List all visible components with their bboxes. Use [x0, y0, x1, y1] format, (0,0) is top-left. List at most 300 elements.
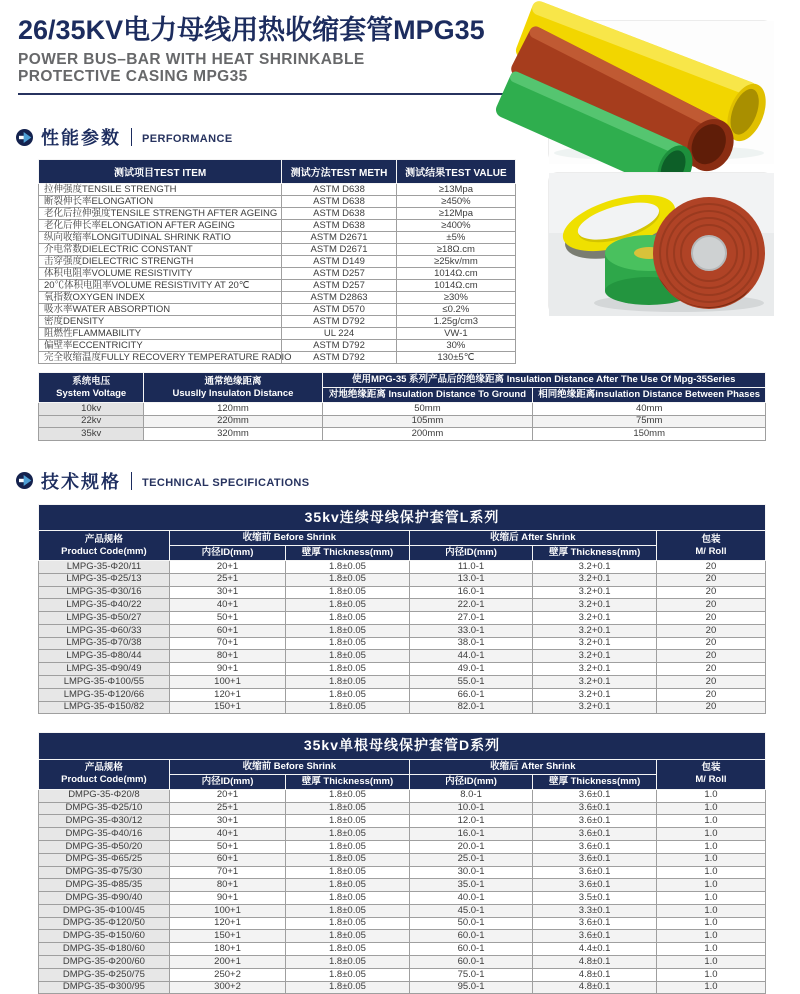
table-cell: 35.0-1: [409, 879, 533, 892]
table-row: [39, 956, 766, 969]
table-cell: ≥30%: [396, 292, 515, 304]
table-cell: 25+1: [169, 573, 285, 586]
table-cell: 90+1: [169, 663, 285, 676]
col-inner-diameter: 内径ID(mm): [409, 774, 533, 789]
table-cell: 20: [656, 688, 765, 701]
table-cell: 20+1: [169, 789, 285, 802]
col-product-code: 产品规格 Product Code(mm): [39, 759, 170, 789]
table-cell: 20: [656, 586, 765, 599]
table-cell: 1.0: [656, 789, 765, 802]
table-cell: 3.2+0.1: [533, 650, 657, 663]
table-cell: 150+1: [169, 701, 285, 714]
table-row: [39, 268, 516, 280]
table-cell: LMPG-35-Φ30/16: [39, 586, 170, 599]
table-cell: ASTM D257: [282, 268, 396, 280]
table-cell: DMPG-35-Φ40/16: [39, 828, 170, 841]
table-cell: 密度DENSITY: [39, 316, 282, 328]
table-cell: 老化后拉伸强度TENSILE STRENGTH AFTER AGEING: [39, 208, 282, 220]
table-cell: 220mm: [144, 415, 322, 428]
table-cell: 180+1: [169, 943, 285, 956]
table-cell: 1.8±0.05: [286, 866, 410, 879]
table-cell: 3.6±0.1: [533, 840, 657, 853]
table-cell: 1.0: [656, 853, 765, 866]
table-cell: 82.0-1: [409, 701, 533, 714]
table-cell: DMPG-35-Φ300/95: [39, 981, 170, 994]
table-cell: 1.8±0.05: [286, 802, 410, 815]
col-system-voltage: 系统电压 System Voltage: [39, 373, 144, 403]
col-inner-diameter: 内径ID(mm): [169, 774, 285, 789]
table-cell: 95.0-1: [409, 981, 533, 994]
table-row: [39, 943, 766, 956]
table-cell: 3.2+0.1: [533, 573, 657, 586]
table-cell: 1.0: [656, 815, 765, 828]
section-technical-en: TECHNICAL SPECIFICATIONS: [142, 476, 310, 489]
table-cell: 20+1: [169, 560, 285, 573]
table-cell: 11.0-1: [409, 560, 533, 573]
table-cell: ASTM D638: [282, 196, 396, 208]
table-cell: ASTM D638: [282, 184, 396, 196]
table-cell: 3.2+0.1: [533, 612, 657, 625]
table-cell: DMPG-35-Φ75/30: [39, 866, 170, 879]
table-cell: DMPG-35-Φ250/75: [39, 968, 170, 981]
table-cell: 150mm: [533, 428, 766, 441]
table-title-row: [39, 504, 766, 531]
table-row: [39, 802, 766, 815]
table-row: [39, 599, 766, 612]
table-cell: 66.0-1: [409, 688, 533, 701]
table-cell: ASTM D2671: [282, 244, 396, 256]
table-cell: ≥13Mpa: [396, 184, 515, 196]
table-row: [39, 650, 766, 663]
table-cell: 60.0-1: [409, 930, 533, 943]
table-cell: 介电常数DIELECTRIC CONSTANT: [39, 244, 282, 256]
table-cell: 1.0: [656, 981, 765, 994]
table-cell: DMPG-35-Φ120/50: [39, 917, 170, 930]
col-inner-diameter: 内径ID(mm): [169, 546, 285, 561]
table-cell: 1.0: [656, 866, 765, 879]
table-cell: 20℃体积电阻率VOLUME RESISTIVITY AT 20℃: [39, 280, 282, 292]
table-cell: 20: [656, 599, 765, 612]
table-cell: LMPG-35-Φ50/27: [39, 612, 170, 625]
table-cell: 320mm: [144, 428, 322, 441]
table-cell: 1.8±0.05: [286, 981, 410, 994]
col-distance-between-phases: 相同绝缘距离insulation Distance Between Phases: [533, 388, 766, 403]
table-cell: 30%: [396, 340, 515, 352]
table-cell: 120+1: [169, 917, 285, 930]
table-cell: 105mm: [322, 415, 533, 428]
table-cell: 80+1: [169, 650, 285, 663]
table-cell: 3.2+0.1: [533, 676, 657, 689]
table-cell: DMPG-35-Φ25/10: [39, 802, 170, 815]
section-performance-en: PERFORMANCE: [142, 133, 233, 146]
table-cell: 25+1: [169, 802, 285, 815]
table-cell: 50mm: [322, 403, 533, 416]
table-cell: 80+1: [169, 879, 285, 892]
table-cell: 1.8±0.05: [286, 828, 410, 841]
table-cell: 40mm: [533, 403, 766, 416]
section-divider: [131, 128, 132, 146]
table-row: [39, 244, 516, 256]
table-cell: 氧指数OXYGEN INDEX: [39, 292, 282, 304]
table-cell: 20.0-1: [409, 840, 533, 853]
table-cell: 1.8±0.05: [286, 688, 410, 701]
table-cell: 1.0: [656, 943, 765, 956]
col-thickness: 壁厚 Thickness(mm): [286, 546, 410, 561]
table-cell: 120mm: [144, 403, 322, 416]
table-cell: ASTM D2671: [282, 232, 396, 244]
table-cell: 20: [656, 573, 765, 586]
table-cell: 3.6±0.1: [533, 815, 657, 828]
table-cell: LMPG-35-Φ20/11: [39, 560, 170, 573]
table-cell: 3.6±0.1: [533, 930, 657, 943]
table-cell: 3.2+0.1: [533, 599, 657, 612]
col-test-value: 测试结果TEST VALUE: [396, 160, 515, 184]
table-cell: 22kv: [39, 415, 144, 428]
table-cell: 1.8±0.05: [286, 789, 410, 802]
table-cell: 3.6±0.1: [533, 802, 657, 815]
table-row: [39, 789, 766, 802]
table-row: [39, 220, 516, 232]
header-divider: [18, 93, 507, 95]
table-cell: 75.0-1: [409, 968, 533, 981]
table-cell: 100+1: [169, 676, 285, 689]
table-cell: 75mm: [533, 415, 766, 428]
subtitle-line-1: POWER BUS–BAR WITH HEAT SHRINKABLE: [18, 50, 365, 68]
table-cell: 20: [656, 624, 765, 637]
table-cell: 1.0: [656, 840, 765, 853]
table-cell: 1.0: [656, 930, 765, 943]
table-cell: DMPG-35-Φ90/40: [39, 892, 170, 905]
table-cell: 1.8±0.05: [286, 815, 410, 828]
table-cell: 30.0-1: [409, 866, 533, 879]
table-cell: 16.0-1: [409, 828, 533, 841]
table-cell: 30+1: [169, 586, 285, 599]
table-row: [39, 184, 516, 196]
table-cell: 30+1: [169, 815, 285, 828]
table-cell: ASTM D638: [282, 220, 396, 232]
section-technical: [16, 468, 800, 494]
table-cell: 击穿强度DIELECTRIC STRENGTH: [39, 256, 282, 268]
table-cell: 16.0-1: [409, 586, 533, 599]
table-cell: 60+1: [169, 853, 285, 866]
table-cell: ASTM D792: [282, 340, 396, 352]
table-cell: ASTM D2863: [282, 292, 396, 304]
table-cell: 1.8±0.05: [286, 930, 410, 943]
table-cell: 1.0: [656, 917, 765, 930]
arrow-circle-icon: [16, 129, 33, 146]
section-technical-zh: 技术规格: [41, 471, 121, 492]
table-row: [39, 917, 766, 930]
table-cell: 1.8±0.05: [286, 637, 410, 650]
table-cell: 1.8±0.05: [286, 650, 410, 663]
table-cell: ASTM D570: [282, 304, 396, 316]
section-performance-zh: 性能参数: [41, 128, 121, 149]
table-cell: 20: [656, 701, 765, 714]
table-row: [39, 840, 766, 853]
table-row: [39, 624, 766, 637]
table-cell: 40+1: [169, 599, 285, 612]
table-cell: 拉伸强度TENSILE STRENGTH: [39, 184, 282, 196]
table-row: [39, 637, 766, 650]
table-row: [39, 256, 516, 268]
table-cell: 150+1: [169, 930, 285, 943]
table-row: [39, 879, 766, 892]
table-row: [39, 208, 516, 220]
table-cell: 1.0: [656, 879, 765, 892]
table-header-row: [39, 160, 516, 184]
table-cell: ASTM D792: [282, 352, 396, 364]
table-row: [39, 828, 766, 841]
table-row: [39, 892, 766, 905]
l-series-title: 35kv连续母线保护套管L系列: [39, 504, 766, 531]
table-row: [39, 701, 766, 714]
table-cell: LMPG-35-Φ80/44: [39, 650, 170, 663]
table-cell: DMPG-35-Φ200/60: [39, 956, 170, 969]
section-divider: [131, 472, 132, 490]
table-cell: VW-1: [396, 328, 515, 340]
table-cell: 60.0-1: [409, 956, 533, 969]
table-cell: 3.2+0.1: [533, 586, 657, 599]
table-cell: 1.0: [656, 802, 765, 815]
col-test-item: 测试项目TEST ITEM: [39, 160, 282, 184]
table-cell: 1.8±0.05: [286, 943, 410, 956]
table-cell: 20: [656, 676, 765, 689]
table-cell: 120+1: [169, 688, 285, 701]
table-row: [39, 560, 766, 573]
table-row: [39, 573, 766, 586]
table-cell: 27.0-1: [409, 612, 533, 625]
table-cell: 55.0-1: [409, 676, 533, 689]
table-row: [39, 232, 516, 244]
table-cell: 20: [656, 637, 765, 650]
col-thickness: 壁厚 Thickness(mm): [533, 774, 657, 789]
table-cell: ≥18Ω.cm: [396, 244, 515, 256]
col-packing: 包装 M/ Roll: [656, 759, 765, 789]
insulation-distance-table: [38, 372, 766, 440]
table-cell: LMPG-35-Φ150/82: [39, 701, 170, 714]
subtitle-line-2: PROTECTIVE CASING MPG35: [18, 68, 248, 86]
col-after-use-group: 使用MPG-35 系列产品后的绝缘距离 Insulation Distance After The Use Of Mpg-35Series: [322, 373, 765, 388]
table-cell: 12.0-1: [409, 815, 533, 828]
table-cell: ASTM D638: [282, 208, 396, 220]
table-row: [39, 340, 516, 352]
table-cell: 1.8±0.05: [286, 573, 410, 586]
table-cell: 1.8±0.05: [286, 663, 410, 676]
table-row: [39, 428, 766, 441]
table-cell: LMPG-35-Φ60/33: [39, 624, 170, 637]
table-cell: 10kv: [39, 403, 144, 416]
table-row: [39, 853, 766, 866]
d-series-title: 35kv单根母线保护套管D系列: [39, 733, 766, 760]
table-row: [39, 328, 516, 340]
table-cell: 3.2+0.1: [533, 560, 657, 573]
table-cell: 纵向收缩率LONGITUDINAL SHRINK RATIO: [39, 232, 282, 244]
table-cell: 偏壁率ECCENTRICITY: [39, 340, 282, 352]
table-cell: LMPG-35-Φ120/66: [39, 688, 170, 701]
table-cell: 20: [656, 560, 765, 573]
table-cell: 20: [656, 650, 765, 663]
table-cell: 70+1: [169, 866, 285, 879]
table-cell: 1014Ω.cm: [396, 268, 515, 280]
table-cell: 1.8±0.05: [286, 904, 410, 917]
table-cell: 1.8±0.05: [286, 892, 410, 905]
col-before-shrink: 收缩前 Before Shrink: [169, 759, 409, 774]
l-series-table: [38, 504, 766, 715]
table-row: [39, 316, 516, 328]
table-cell: 1.0: [656, 968, 765, 981]
table-row: [39, 304, 516, 316]
table-row: [39, 815, 766, 828]
table-cell: 1014Ω.cm: [396, 280, 515, 292]
table-cell: 3.3±0.1: [533, 904, 657, 917]
table-cell: 3.2+0.1: [533, 688, 657, 701]
table-cell: 40+1: [169, 828, 285, 841]
table-cell: 1.8±0.05: [286, 879, 410, 892]
table-cell: 1.8±0.05: [286, 701, 410, 714]
page-title: 26/35KV电力母线用热收缩套管MPG35: [18, 15, 485, 45]
table-row: [39, 586, 766, 599]
col-test-method: 测试方法TEST METH: [282, 160, 396, 184]
table-cell: DMPG-35-Φ50/20: [39, 840, 170, 853]
table-cell: DMPG-35-Φ65/25: [39, 853, 170, 866]
table-header-row: [39, 531, 766, 546]
table-cell: 3.2+0.1: [533, 624, 657, 637]
table-cell: 20: [656, 612, 765, 625]
col-after-shrink: 收缩后 After Shrink: [409, 759, 656, 774]
table-row: [39, 676, 766, 689]
table-cell: 1.8±0.05: [286, 586, 410, 599]
table-row: [39, 612, 766, 625]
table-cell: 10.0-1: [409, 802, 533, 815]
table-cell: 3.6±0.1: [533, 917, 657, 930]
table-cell: 1.8±0.05: [286, 624, 410, 637]
table-cell: 50+1: [169, 840, 285, 853]
col-distance-to-ground: 对地绝缘距离 Insulation Distance To Ground: [322, 388, 533, 403]
table-cell: DMPG-35-Φ85/35: [39, 879, 170, 892]
col-usual-distance: 通常绝缘距离 Ususlly Insulaton Distance: [144, 373, 322, 403]
table-cell: UL 224: [282, 328, 396, 340]
table-cell: 阻燃性FLAMMABILITY: [39, 328, 282, 340]
col-product-code: 产品规格 Product Code(mm): [39, 531, 170, 561]
table-cell: 35kv: [39, 428, 144, 441]
table-row: [39, 415, 766, 428]
table-cell: LMPG-35-Φ90/49: [39, 663, 170, 676]
table-cell: 3.6±0.1: [533, 879, 657, 892]
table-cell: 3.2+0.1: [533, 663, 657, 676]
table-row: [39, 352, 516, 364]
table-cell: ≥450%: [396, 196, 515, 208]
table-cell: 1.8±0.05: [286, 676, 410, 689]
table-cell: 1.8±0.05: [286, 840, 410, 853]
table-cell: LMPG-35-Φ100/55: [39, 676, 170, 689]
table-cell: 4.8±0.1: [533, 981, 657, 994]
table-cell: 1.8±0.05: [286, 853, 410, 866]
table-row: [39, 981, 766, 994]
table-cell: 60+1: [169, 624, 285, 637]
table-cell: 吸水率WATER ABSORPTION: [39, 304, 282, 316]
table-cell: 130±5℃: [396, 352, 515, 364]
table-cell: 1.8±0.05: [286, 917, 410, 930]
table-cell: 1.8±0.05: [286, 968, 410, 981]
table-cell: ≥25kv/mm: [396, 256, 515, 268]
table-cell: 50+1: [169, 612, 285, 625]
table-cell: 1.0: [656, 828, 765, 841]
table-cell: 1.8±0.05: [286, 599, 410, 612]
table-cell: 1.8±0.05: [286, 560, 410, 573]
table-cell: DMPG-35-Φ150/60: [39, 930, 170, 943]
table-cell: DMPG-35-Φ100/45: [39, 904, 170, 917]
table-cell: 1.8±0.05: [286, 612, 410, 625]
table-cell: 40.0-1: [409, 892, 533, 905]
table-cell: 老化后伸长率ELONGATION AFTER AGEING: [39, 220, 282, 232]
col-packing: 包装 M/ Roll: [656, 531, 765, 561]
table-cell: 250+2: [169, 968, 285, 981]
table-cell: ≥12Mpa: [396, 208, 515, 220]
table-cell: 60.0-1: [409, 943, 533, 956]
table-row: [39, 663, 766, 676]
d-series-table: [38, 732, 766, 994]
table-cell: 3.2+0.1: [533, 701, 657, 714]
table-cell: 8.0-1: [409, 789, 533, 802]
table-header-row: [39, 759, 766, 774]
table-cell: DMPG-35-Φ20/8: [39, 789, 170, 802]
table-cell: 1.0: [656, 956, 765, 969]
table-cell: DMPG-35-Φ180/60: [39, 943, 170, 956]
table-cell: 1.0: [656, 892, 765, 905]
table-row: [39, 292, 516, 304]
table-row: [39, 688, 766, 701]
table-cell: 3.5±0.1: [533, 892, 657, 905]
table-cell: 50.0-1: [409, 917, 533, 930]
col-after-shrink: 收缩后 After Shrink: [409, 531, 656, 546]
table-cell: 25.0-1: [409, 853, 533, 866]
table-cell: ±5%: [396, 232, 515, 244]
table-cell: 4.8±0.1: [533, 968, 657, 981]
table-cell: 300+2: [169, 981, 285, 994]
table-cell: 13.0-1: [409, 573, 533, 586]
table-row: [39, 403, 766, 416]
table-row: [39, 866, 766, 879]
table-cell: 70+1: [169, 637, 285, 650]
table-row: [39, 280, 516, 292]
table-row: [39, 968, 766, 981]
table-title-row: [39, 733, 766, 760]
table-cell: LMPG-35-Φ40/22: [39, 599, 170, 612]
table-cell: 22.0-1: [409, 599, 533, 612]
table-cell: 4.4±0.1: [533, 943, 657, 956]
table-cell: 3.6±0.1: [533, 853, 657, 866]
table-cell: 200+1: [169, 956, 285, 969]
table-cell: 49.0-1: [409, 663, 533, 676]
table-cell: 3.6±0.1: [533, 789, 657, 802]
arrow-circle-icon: [16, 472, 33, 489]
table-cell: ASTM D149: [282, 256, 396, 268]
col-thickness: 壁厚 Thickness(mm): [286, 774, 410, 789]
table-cell: ≥400%: [396, 220, 515, 232]
table-cell: 38.0-1: [409, 637, 533, 650]
table-cell: 1.0: [656, 904, 765, 917]
table-cell: 3.6±0.1: [533, 866, 657, 879]
col-thickness: 壁厚 Thickness(mm): [533, 546, 657, 561]
table-cell: 体积电阻率VOLUME RESISTIVITY: [39, 268, 282, 280]
table-cell: ASTM D257: [282, 280, 396, 292]
table-row: [39, 196, 516, 208]
table-cell: LMPG-35-Φ70/38: [39, 637, 170, 650]
table-cell: 200mm: [322, 428, 533, 441]
table-cell: 4.8±0.1: [533, 956, 657, 969]
product-photo-tubes: [548, 20, 773, 163]
table-cell: 1.8±0.05: [286, 956, 410, 969]
